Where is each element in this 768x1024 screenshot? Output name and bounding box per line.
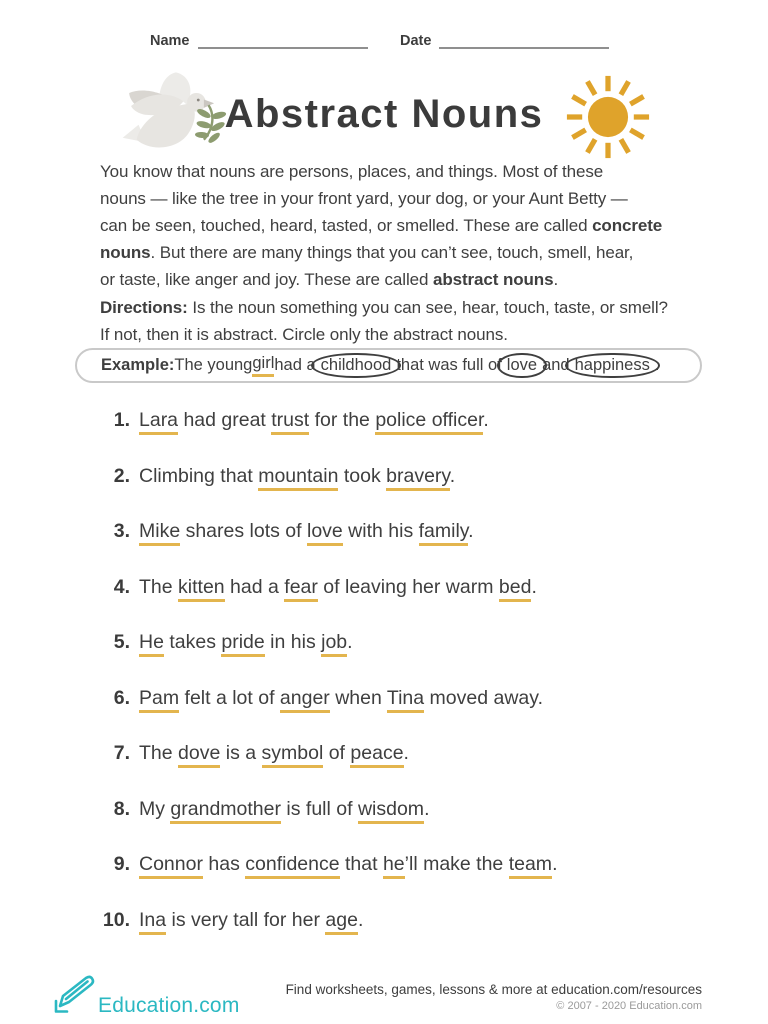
text-segment: of [323, 742, 351, 764]
text-segment: had a [274, 356, 316, 374]
text-segment: The young [174, 356, 253, 374]
text-segment: when [329, 686, 387, 709]
underlined-word: kitten [178, 576, 225, 602]
text-segment: that was full of [396, 356, 502, 374]
underlined-word: peace [350, 742, 403, 768]
underlined-word: job [321, 631, 347, 657]
text-segment: . But there are many things that you can’t see, touch, smell, hear, [150, 243, 634, 262]
underlined-word: love [307, 520, 343, 546]
text-segment: with his [342, 520, 419, 542]
page-title: Abstract Nouns [224, 92, 544, 136]
sentence-item [100, 686, 700, 710]
underlined-word: he [383, 853, 405, 879]
text-segment: is very tall for her [166, 908, 326, 931]
bold-text: Example: [101, 356, 175, 374]
circled-word: childhood [311, 353, 402, 379]
directions [100, 294, 740, 348]
text-segment: or taste, like anger and joy. These are called [100, 270, 433, 289]
text-segment: . [449, 464, 456, 487]
sentence-item [100, 464, 700, 488]
underlined-word: age [325, 909, 358, 935]
text-segment: . [552, 853, 558, 875]
underlined-word: Ina [139, 909, 166, 935]
text-segment: can be seen, touched, heard, tasted, or smelled. These are called [100, 216, 593, 235]
date-field [400, 33, 609, 49]
sentence-number: 6. [113, 686, 130, 709]
text-segment: of leaving her warm [317, 575, 499, 598]
text-segment: If not, then it is abstract. Circle only the abstract nouns. [100, 325, 508, 344]
text-segment: had great [178, 409, 272, 431]
text-segment: felt a lot of [179, 686, 280, 709]
text-segment: The [139, 575, 179, 598]
directions-line [100, 321, 740, 348]
underlined-word: Tina [387, 687, 424, 713]
bold-text: concrete [592, 216, 663, 235]
text-segment: . [553, 270, 559, 289]
underlined-word: girl [252, 354, 274, 377]
intro-line [100, 158, 720, 185]
date-line[interactable] [439, 33, 609, 49]
bold-text: abstract nouns [432, 270, 554, 289]
underlined-word: confidence [245, 853, 339, 879]
sentence-item [100, 797, 700, 821]
underlined-word: Lara [139, 409, 178, 435]
sun-icon [563, 74, 653, 160]
text-segment: Climbing that [139, 464, 259, 487]
underlined-word: fear [284, 576, 318, 602]
underlined-word: Mike [139, 520, 180, 546]
intro-line [100, 266, 720, 293]
text-segment: took [338, 464, 387, 487]
text-segment: Is the noun something you can see, hear, touch, taste, or smell? [187, 298, 668, 317]
name-line[interactable] [198, 33, 368, 49]
underlined-word: dove [178, 742, 220, 768]
text-segment: . [483, 409, 489, 431]
name-field [150, 33, 368, 49]
underlined-word: symbol [262, 742, 324, 768]
text-segment: in his [264, 631, 322, 653]
underlined-word: Pam [139, 687, 179, 713]
text-segment: is a [220, 742, 262, 764]
sentence-item [100, 408, 700, 432]
text-segment: . [654, 356, 660, 374]
circled-word: love [497, 353, 547, 379]
text-segment: nouns — like the tree in your front yard, your dog, or your Aunt Betty — [100, 189, 628, 208]
sentence-number: 3. [113, 520, 130, 542]
text-segment: ’ll make the [404, 853, 509, 875]
text-segment: for the [309, 409, 376, 431]
brand-name: Education.com [98, 994, 240, 1017]
underlined-word: anger [280, 687, 330, 713]
underlined-word: Connor [139, 853, 203, 879]
text-segment: had a [224, 575, 285, 598]
underlined-word: family [419, 520, 468, 546]
bold-text: Directions: [100, 298, 188, 317]
intro-line [100, 212, 720, 239]
text-segment: . [468, 520, 474, 542]
intro-line [100, 185, 720, 212]
underlined-word: police officer [375, 409, 483, 435]
text-segment: . [357, 908, 364, 931]
underlined-word: bravery [386, 465, 450, 491]
text-segment: shares lots of [180, 520, 307, 542]
sentence-item [100, 630, 700, 654]
sentence-number: 5. [113, 631, 130, 653]
text-segment: moved away. [424, 686, 543, 709]
text-segment: has [202, 853, 246, 875]
underlined-word: grandmother [170, 798, 281, 824]
pencil-logo-icon [52, 975, 96, 1020]
underlined-word: bed [499, 576, 532, 602]
footer-resources: Find worksheets, games, lessons & more at education.com/resources [285, 982, 702, 997]
text-segment: . [403, 742, 409, 764]
sentence-item [100, 908, 700, 932]
sentence-number: 10. [102, 908, 130, 931]
footer-text [286, 982, 702, 1012]
example-box [75, 348, 702, 383]
intro-paragraph [100, 158, 720, 293]
bold-text: nouns [100, 243, 151, 262]
underlined-word: wisdom [358, 798, 424, 824]
footer-copyright: © 2007 - 2020 Education.com [556, 1000, 702, 1012]
text-segment: that [339, 853, 383, 875]
underlined-word: mountain [258, 465, 338, 491]
text-segment: My [139, 797, 171, 820]
sentence-number: 7. [113, 742, 130, 764]
underlined-word: He [139, 631, 164, 657]
sentence-number: 8. [113, 797, 130, 820]
text-segment: takes [163, 631, 222, 653]
sentence-item [100, 575, 700, 599]
footer-logo [52, 975, 240, 1020]
text-segment: You know that nouns are persons, places, and things. Most of these [100, 162, 604, 181]
date-label: Date [400, 33, 432, 49]
sentence-number: 9. [113, 853, 130, 875]
sentence-number: 4. [113, 575, 130, 598]
name-label: Name [150, 33, 190, 49]
sentence-number: 2. [113, 464, 130, 487]
underlined-word: team [509, 853, 552, 879]
text-segment: The [139, 742, 179, 764]
underlined-word: trust [271, 409, 309, 435]
sentence-item [100, 519, 700, 543]
circled-word: happiness [565, 353, 660, 379]
sentence-number: 1. [113, 409, 130, 431]
sentence-item [100, 741, 700, 765]
sentence-list [100, 408, 700, 963]
text-segment: . [347, 631, 353, 653]
text-segment: . [531, 575, 537, 598]
text-segment: and [542, 356, 570, 374]
underlined-word: pride [221, 631, 264, 657]
text-segment: . [424, 797, 430, 820]
text-segment: is full of [281, 797, 358, 820]
directions-line [100, 294, 740, 321]
sentence-item [100, 852, 700, 876]
intro-line [100, 239, 720, 266]
title-row [0, 66, 768, 161]
